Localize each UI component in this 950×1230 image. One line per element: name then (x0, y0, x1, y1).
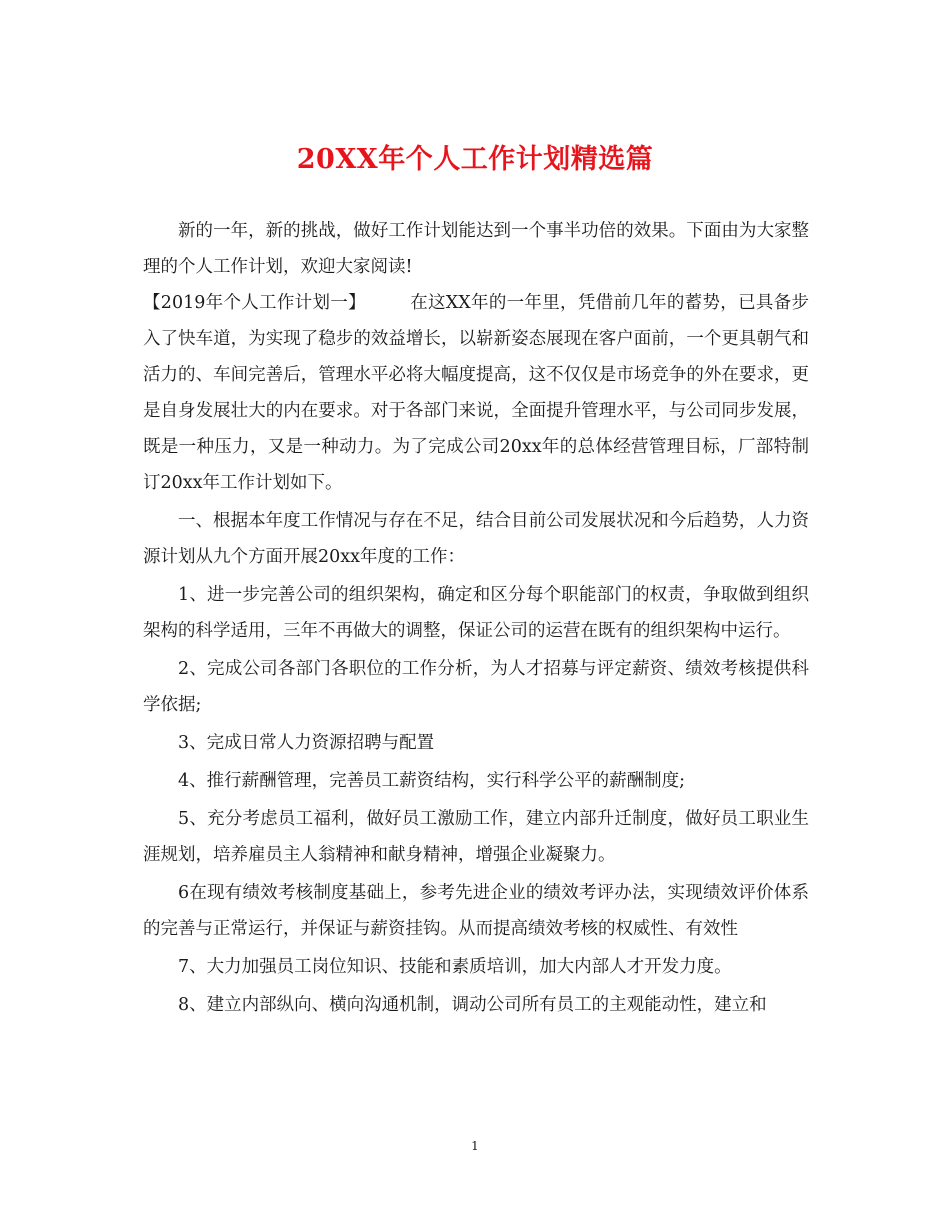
section-heading: 【2019年个人工作计划一】 (143, 293, 366, 313)
paragraph-item-7: 7、大力加强员工岗位知识、技能和素质培训，加大内部人才开发力度。 (178, 957, 732, 977)
document-title: 20XX年个人工作计划精选篇 (296, 144, 654, 175)
paragraph-plan-overview: 一、根据本年度工作情况与存在不足，结合目前公司发展状况和今后趋势，人力资源计划从九个方面开展20xx年度的工作： (143, 511, 809, 567)
paragraph-item-4: 4、推行薪酬管理，完善员工薪资结构，实行科学公平的薪酬制度; (178, 771, 686, 791)
paragraph-item-3: 3、完成日常人力资源招聘与配置 (178, 733, 435, 753)
section-text: 在这XX年的一年里，凭借前几年的蓄势，已具备步入了快车道，为实现了稳步的效益增长，以崭新姿态展现在客户面前，一个更具朝气和活力的、车间完善后，管理水平必将大幅度提高，这不仅仅是市场竞争的外在要求，更是自身发展壮大的内在要求。对于各部门来说，全面提升管理水平，与公司同步发展，既是一种压力，又是一种动力。为了完成公司20xx年的总体经营管理目标，厂部特制订20xx年工作计划如下。 (143, 293, 809, 493)
document-body (143, 213, 809, 1023)
page-number: 1 (471, 1139, 479, 1153)
paragraph-item-5: 5、充分考虑员工福利，做好员工激励工作，建立内部升迁制度，做好员工职业生涯规划，培养雇员主人翁精神和献身精神，增强企业凝聚力。 (143, 809, 809, 865)
paragraph-item-8: 8、建立内部纵向、横向沟通机制，调动公司所有员工的主观能动性，建立和 (178, 995, 767, 1015)
paragraph-item-1: 1、进一步完善公司的组织架构，确定和区分每个职能部门的权责，争取做到组织架构的科学适用，三年不再做大的调整，保证公司的运营在既有的组织架构中运行。 (143, 585, 809, 641)
paragraph-item-2: 2、完成公司各部门各职位的工作分析，为人才招募与评定薪资、绩效考核提供科学依据; (143, 659, 809, 715)
section-paragraph (143, 285, 809, 501)
paragraph-item-6: 6在现有绩效考核制度基础上，参考先进企业的绩效考评办法，实现绩效评价体系的完善与正常运行，并保证与薪资挂钩。从而提高绩效考核的权威性、有效性 (143, 883, 809, 939)
intro-paragraph: 新的一年，新的挑战，做好工作计划能达到一个事半功倍的效果。下面由为大家整理的个人工作计划，欢迎大家阅读! (143, 221, 809, 277)
